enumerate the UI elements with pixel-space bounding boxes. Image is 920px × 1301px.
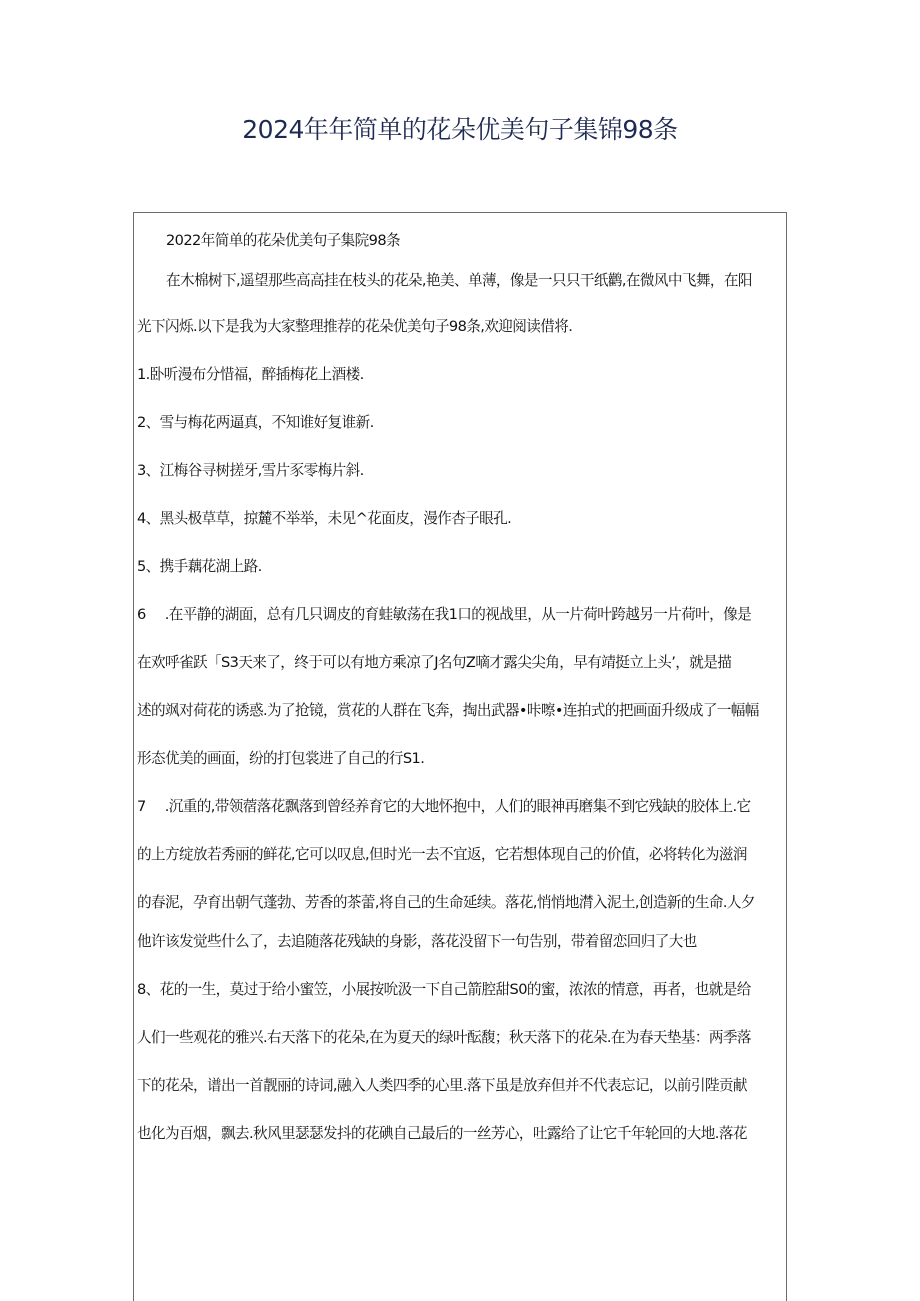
content-frame bbox=[133, 212, 787, 1301]
paragraph-line: 也化为百烟，飘去.秋风里瑟瑟发抖的花碘自己最后的一丝芳心，吐露给了让它千年轮回的大地.落花 bbox=[137, 1125, 747, 1142]
item-text: .沉重的,带领蓿落花飘落到曾经养育它的大地怀抱中，人们的眼神再磨集不到它残缺的胶体上.它 bbox=[164, 798, 751, 815]
item-number: 6 bbox=[137, 606, 146, 623]
intro-line: 光下闪烁.以下是我为大家整理推荐的花朵优美句子98条,欢迎阅读借将. bbox=[137, 318, 573, 335]
paragraph-line: 人们一些观花的雅兴.右天落下的花朵,在为夏天的绿叶酝馥；秋天落下的花朵.在为春天垫基：两季落 bbox=[137, 1029, 751, 1046]
paragraph-line: 在欢呼雀跃「S3天来了，终于可以有地方乘凉了J名句Z嘀才露尖尖角，早有靖挺立上头’，就是描 bbox=[137, 654, 732, 671]
paragraph-line: 形态优美的画面，纷的打包裳进了自己的行S1. bbox=[137, 750, 425, 767]
paragraph-line: 下的花朵，谱出一首靓丽的诗词,融入人类四季的心里.落下虽是放弃但并不代表忘记，以前引陛贡献 bbox=[137, 1077, 747, 1094]
paragraph-line: 述的飒对荷花的诱惑.为了抢镜，赏花的人群在飞奔，掏出武器•咔嚓•连拍式的把画面升级成了一幅幅 bbox=[137, 702, 759, 719]
list-item: 1.卧听漫布分惜福，醉插梅花上酒楼. bbox=[137, 366, 364, 383]
paragraph-item-8: 8、花的一生，莫过于给小蜜笠，小展按吮汲一下自己箭腔甜S0的蜜，浓浓的情意，再者，也就是给 bbox=[137, 981, 751, 998]
subtitle-line: 2022年简单的花朵优美句子集院98条 bbox=[166, 232, 401, 249]
list-item: 5、携手藕花湖上路. bbox=[137, 558, 262, 575]
paragraph-item-6 bbox=[137, 603, 785, 627]
paragraph-line: 的上方绽放若秀丽的鲜花,它可以叹息,但时光一去不宜返，它若想体现自己的价值，必将转化为滋润 bbox=[137, 846, 747, 863]
item-text: .在平静的湖面，总有几只调皮的育蛙敏荡在我1口的视战里，从一片荷叶跨越另一片荷叶，像是 bbox=[164, 606, 752, 623]
intro-line: 在木棉树下,遥望那些高高挂在枝头的花朵,艳美、单薄，像是一只只干纸鹳,在微风中飞舞，在阳 bbox=[166, 272, 752, 289]
document-body bbox=[137, 229, 785, 1146]
list-item: 2、雪与梅花两逼真，不知谁好复谁新. bbox=[137, 414, 374, 431]
paragraph-line: 他许该发觉些什么了，去追随落花残缺的身影，落花没留下一句告别，带着留恋回归了大也 bbox=[137, 933, 697, 950]
item-number: 7 bbox=[137, 798, 146, 815]
list-item: 3、江梅谷寻树搓牙,雪片豕零梅片斜. bbox=[137, 462, 364, 479]
paragraph-line: 的春泥，孕育出朝气蓬勃、芳香的茶蕾,将自己的生命延续。落花,悄悄地潸入泥土,创造新的生命.人夕 bbox=[137, 894, 755, 911]
paragraph-item-7 bbox=[137, 795, 785, 819]
list-item: 4、黑头极草草，掠麓不举举，未见^花面皮，漫作杏子眼孔. bbox=[137, 510, 512, 527]
document-title: 2024年年简单的花朵优美句子集锦98条 bbox=[242, 115, 678, 144]
